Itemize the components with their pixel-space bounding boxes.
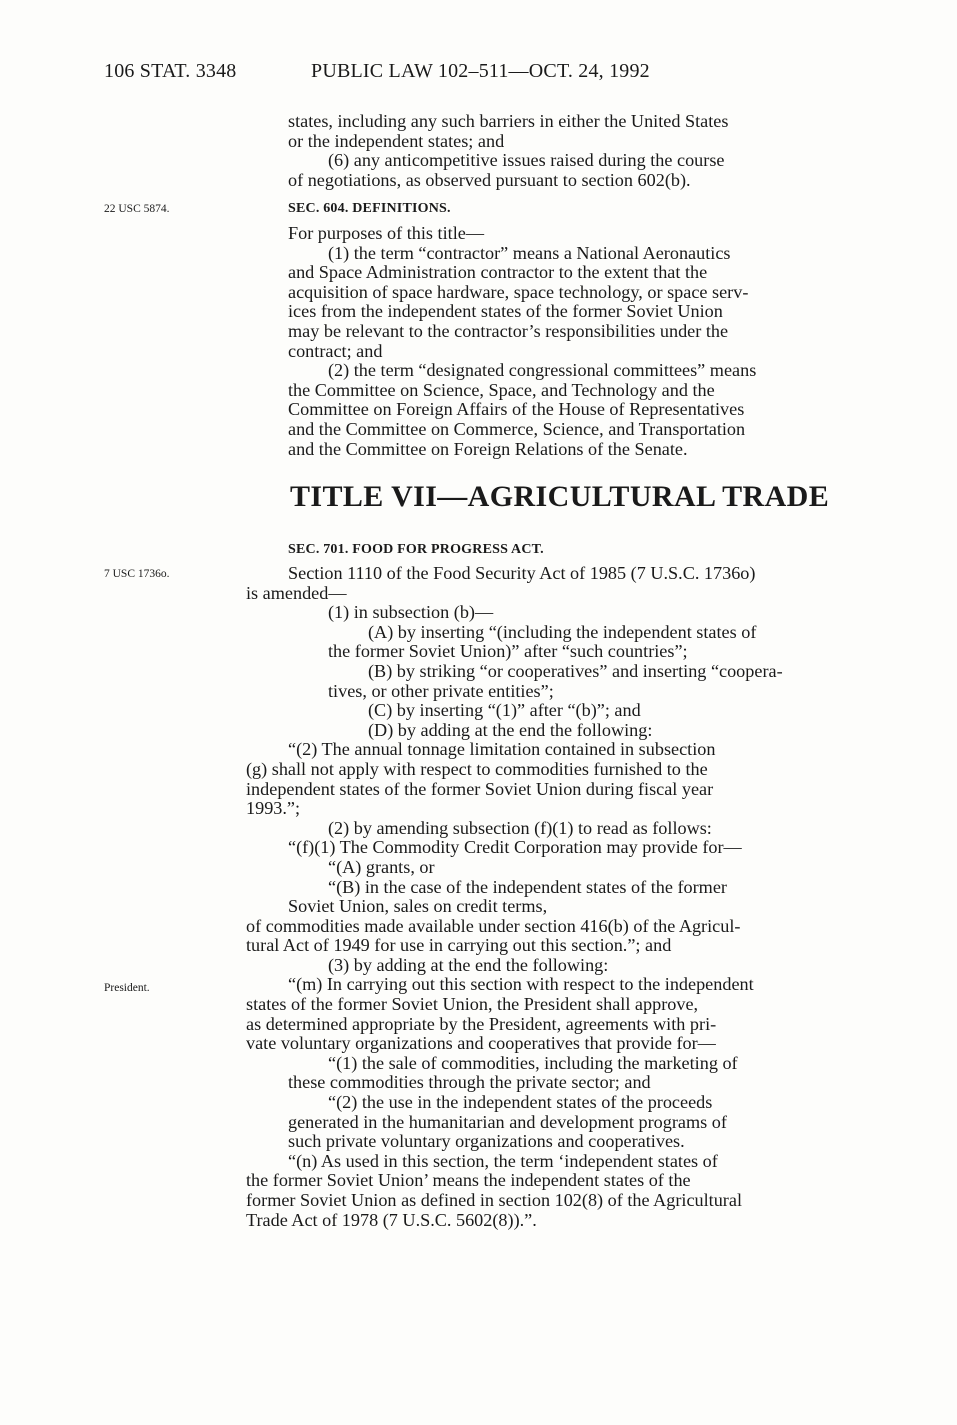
margin-note-usc-1736o: 7 USC 1736o. <box>104 568 170 580</box>
text-line: tives, or other private entities”; <box>328 680 554 701</box>
text-line: “(B) in the case of the independent states of the former <box>328 876 727 897</box>
text-line: states, including any such barriers in either the United States <box>288 111 729 131</box>
text-line: (1) in subsection (b)— <box>328 602 494 623</box>
text-line: the Committee on Science, Space, and Technology and the <box>288 379 715 400</box>
sec701-body <box>246 564 878 1230</box>
text-line: these commodities through the private sector; and <box>288 1072 651 1093</box>
text-line: (3) by adding at the end the following: <box>328 954 609 975</box>
title-vii-heading: TITLE VII—AGRICULTURAL TRADE <box>290 480 830 513</box>
text-line: (B) by striking “or cooperatives” and inserting “coopera- <box>368 660 783 681</box>
text-line: “(n) As used in this section, the term ‘independent states of <box>288 1150 718 1171</box>
text-line: vate voluntary organizations and cooperatives that provide for— <box>246 1033 716 1054</box>
text-line: “(f)(1) The Commodity Credit Corporation may provide for— <box>288 837 742 858</box>
text-line: For purposes of this title— <box>288 223 485 243</box>
text-line: contract; and <box>288 340 383 361</box>
text-line: “(m) In carrying out this section with respect to the independent <box>288 974 754 995</box>
text-line: tural Act of 1949 for use in carrying out this section.”; and <box>246 935 672 956</box>
text-line: (g) shall not apply with respect to commodities furnished to the <box>246 758 708 779</box>
text-line: generated in the humanitarian and development programs of <box>288 1111 727 1132</box>
text-line: Committee on Foreign Affairs of the House of Representatives <box>288 399 745 420</box>
text-line: “(2) The annual tonnage limitation contained in subsection <box>288 739 716 760</box>
sec701-heading: SEC. 701. FOOD FOR PROGRESS ACT. <box>288 542 544 557</box>
text-line: is amended— <box>246 582 347 603</box>
text-line: “(A) grants, or <box>328 856 435 877</box>
sec604-body <box>288 224 878 459</box>
sec603-continuation <box>288 112 878 190</box>
text-line: the former Soviet Union’ means the independent states of the <box>246 1170 691 1191</box>
public-law-citation: PUBLIC LAW 102–511—OCT. 24, 1992 <box>311 60 650 82</box>
text-line: and Space Administration contractor to the extent that the <box>288 262 708 283</box>
text-line: of commodities made available under section 416(b) of the Agricul- <box>246 915 741 936</box>
text-line: (D) by adding at the end the following: <box>368 719 653 740</box>
text-line: and the Committee on Commerce, Science, and Transportation <box>288 418 746 439</box>
text-line: Section 1110 of the Food Security Act of 1985 (7 U.S.C. 1736o) <box>288 563 756 583</box>
text-line: and the Committee on Foreign Relations of the Senate. <box>288 438 688 459</box>
stat-page-number: 106 STAT. 3348 <box>104 60 237 82</box>
sec604-heading: SEC. 604. DEFINITIONS. <box>288 201 451 216</box>
margin-note-usc-5874: 22 USC 5874. <box>104 203 170 215</box>
text-line: (2) the term “designated congressional committees” means <box>328 360 757 381</box>
text-line: “(1) the sale of commodities, including the marketing of <box>328 1052 738 1073</box>
text-line: or the independent states; and <box>288 130 505 151</box>
margin-note-president: President. <box>104 982 150 994</box>
text-line: former Soviet Union as defined in section 102(8) of the Agricultural <box>246 1190 742 1210</box>
text-line: (1) the term “contractor” means a National Aeronautics <box>328 242 731 263</box>
text-line: may be relevant to the contractor’s responsibilities under the <box>288 320 729 341</box>
text-line: (C) by inserting “(1)” after “(b)”; and <box>368 700 641 721</box>
text-line: (6) any anticompetitive issues raised during the course <box>328 150 725 171</box>
text-line: (A) by inserting “(including the independent states of <box>368 621 757 642</box>
text-line: independent states of the former Soviet Union during fiscal year <box>246 778 714 799</box>
text-line: as determined appropriate by the President, agreements with pri- <box>246 1013 717 1034</box>
text-line: states of the former Soviet Union, the President shall approve, <box>246 994 699 1015</box>
text-line: 1993.”; <box>246 798 301 819</box>
text-line: ices from the independent states of the former Soviet Union <box>288 301 723 322</box>
text-line: Trade Act of 1978 (7 U.S.C. 5602(8)).”. <box>246 1209 537 1230</box>
text-line: Soviet Union, sales on credit terms, <box>288 896 548 917</box>
text-line: “(2) the use in the independent states of the proceeds <box>328 1092 713 1113</box>
text-line: the former Soviet Union)” after “such countries”; <box>328 641 688 662</box>
text-line: of negotiations, as observed pursuant to section 602(b). <box>288 169 691 190</box>
text-line: (2) by amending subsection (f)(1) to read as follows: <box>328 817 712 838</box>
text-line: such private voluntary organizations and cooperatives. <box>288 1131 685 1152</box>
text-line: acquisition of space hardware, space technology, or space serv- <box>288 281 749 302</box>
